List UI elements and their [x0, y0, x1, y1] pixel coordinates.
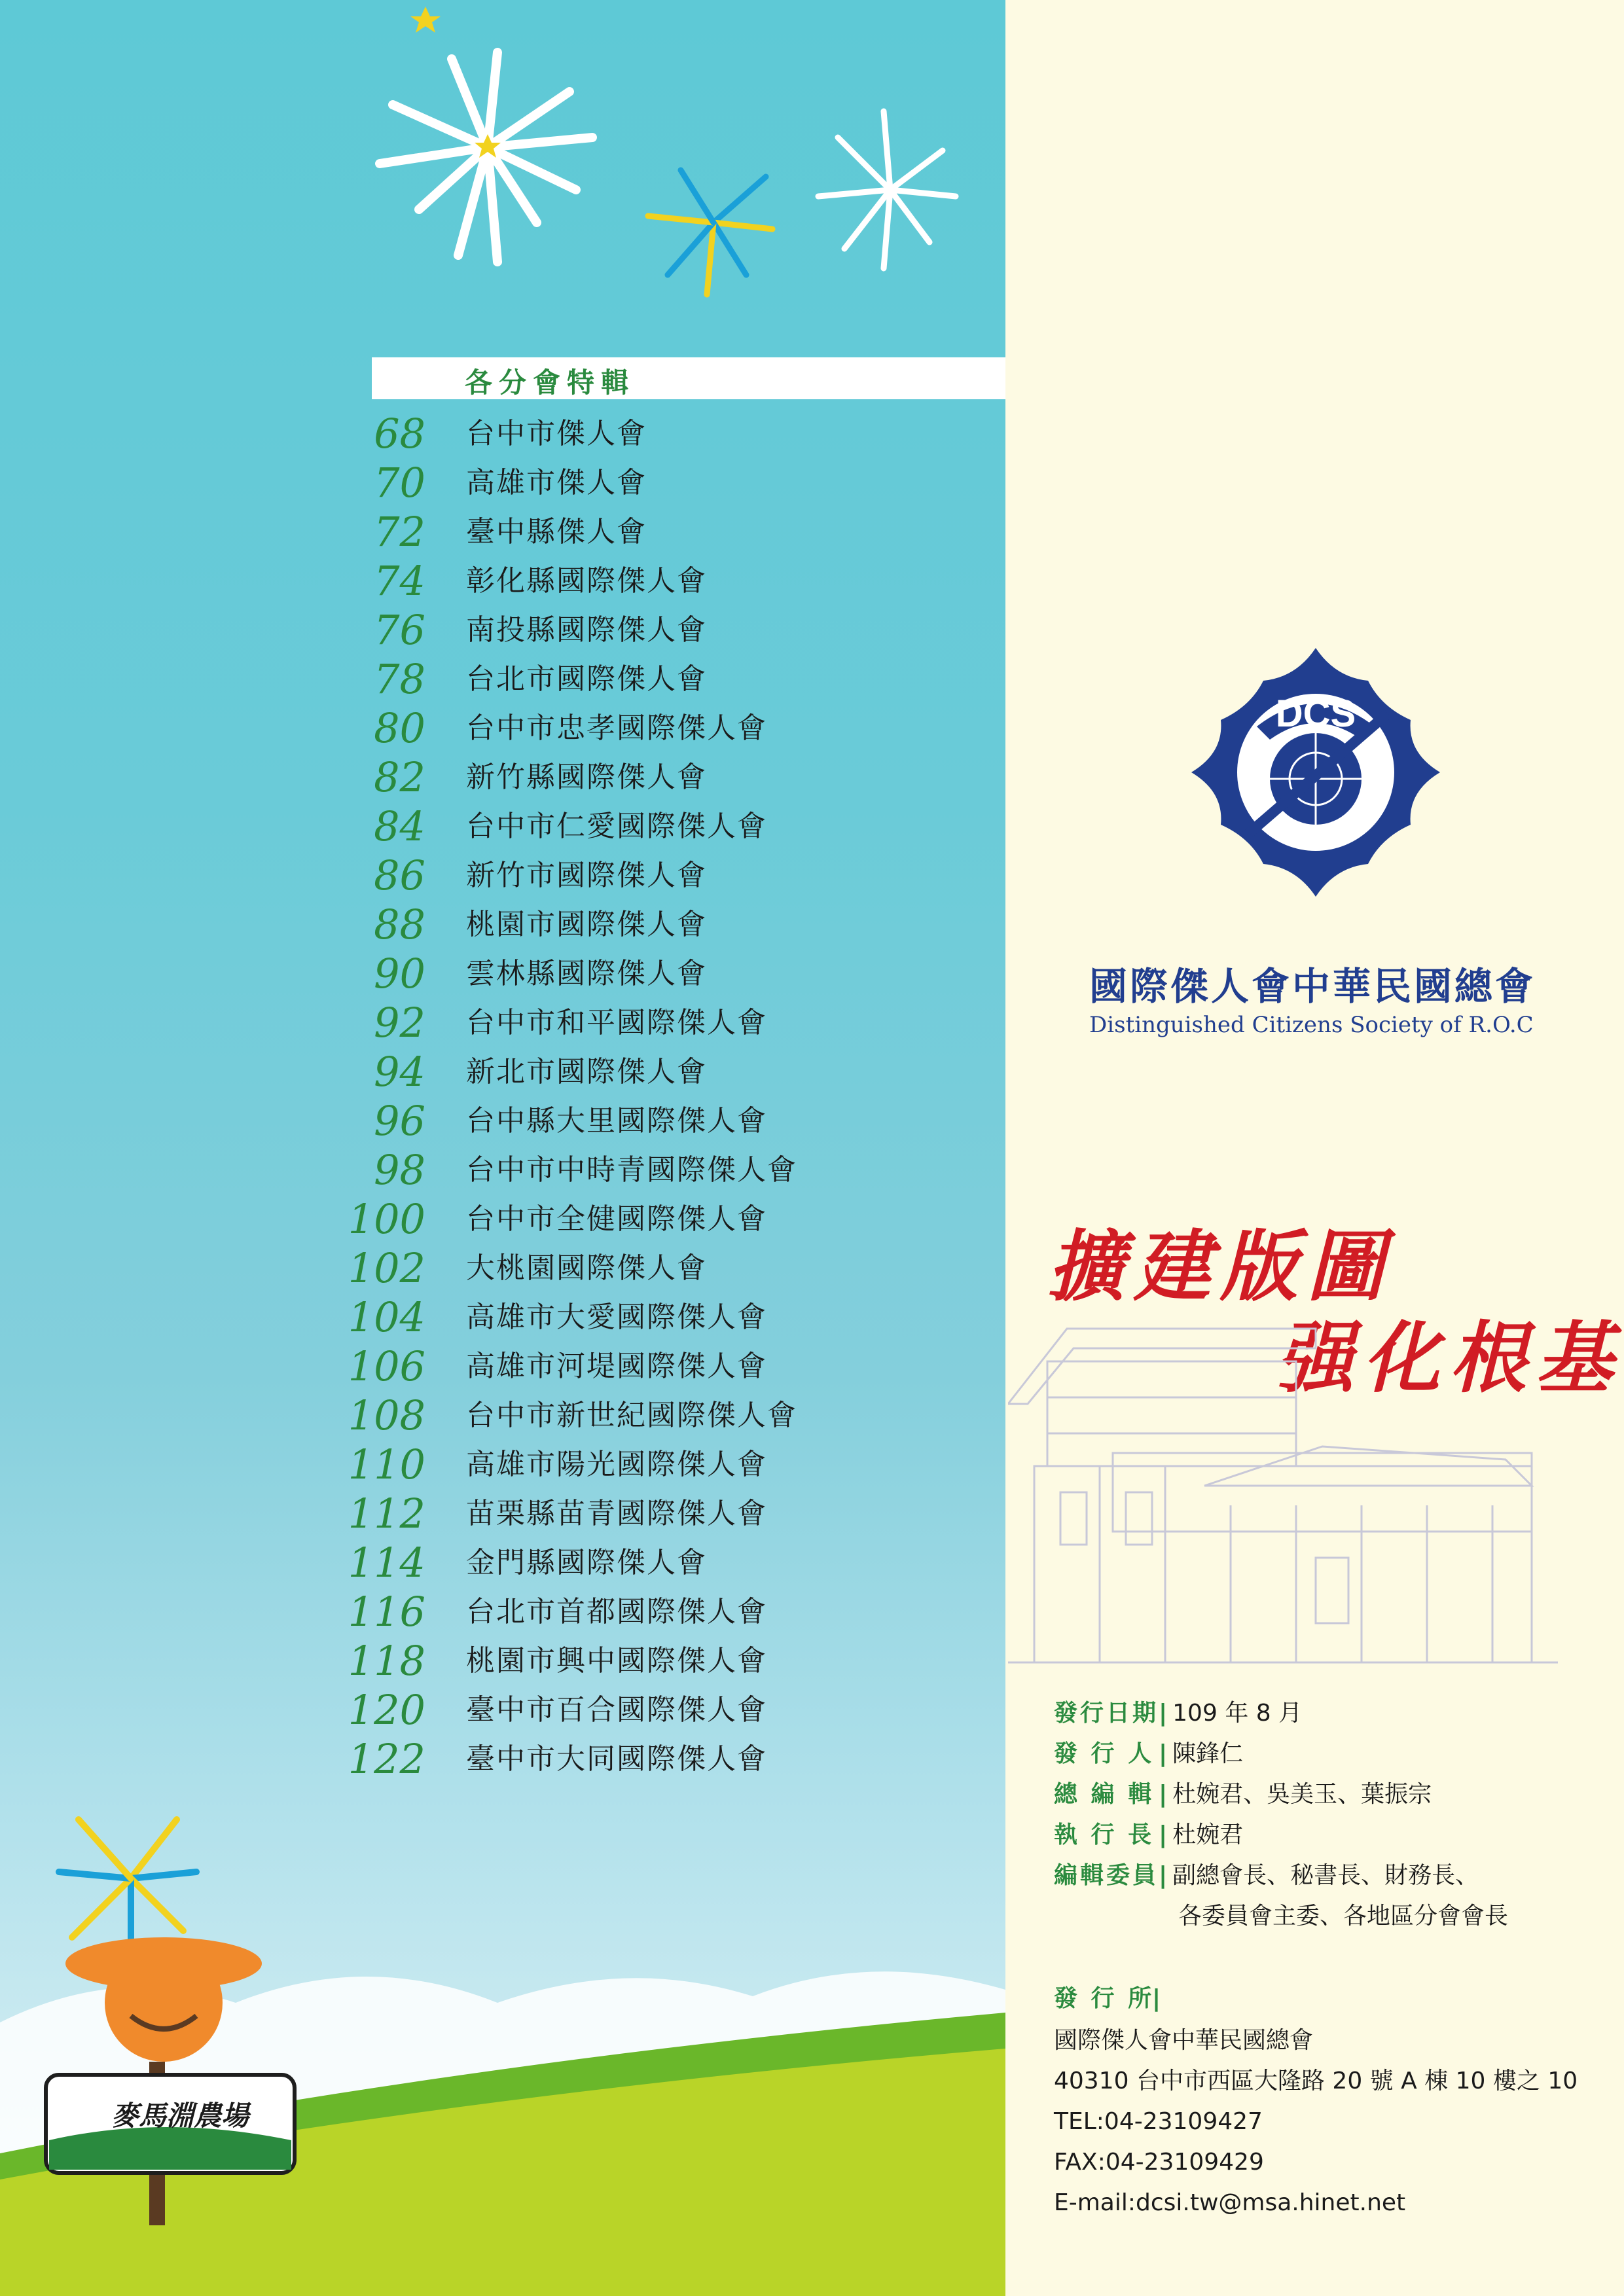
colophon-value: 副總會長、秘書長、財務長、: [1172, 1862, 1479, 1889]
colophon-row: [1054, 1694, 1302, 1733]
toc-entry-name: 台北市國際傑人會: [466, 662, 707, 696]
toc-row[interactable]: [327, 409, 982, 458]
right-panel: [1005, 0, 1624, 2296]
toc-page-number: 118: [348, 1637, 425, 1685]
section-header: [372, 357, 1005, 399]
toc-row[interactable]: [327, 1391, 982, 1440]
toc-row[interactable]: [327, 1244, 982, 1293]
org-name-zh: 國際傑人會中華民國總會: [1089, 964, 1536, 1009]
scarecrow-sign-text: 麥馬淵農場: [111, 2100, 249, 2132]
colophon-row: [1054, 1816, 1243, 1855]
toc-row[interactable]: [327, 458, 982, 507]
toc-page-number: 120: [348, 1686, 425, 1734]
toc-page-number: 84: [374, 802, 425, 850]
toc-entry-name: 苗栗縣苗青國際傑人會: [466, 1497, 767, 1530]
firework-large: [380, 52, 592, 262]
toc-page-number: 82: [374, 753, 425, 801]
divider: |: [1159, 1821, 1168, 1848]
colophon-value: 杜婉君、吳美玉、葉振宗: [1172, 1781, 1432, 1808]
publisher-header: [1054, 1979, 1166, 2018]
star-icon: [410, 7, 441, 33]
publisher-tel: TEL:04-23109427: [1054, 2108, 1263, 2135]
toc-entry-name: 桃園市興中國際傑人會: [466, 1644, 767, 1677]
toc-row[interactable]: [327, 851, 982, 900]
toc-entry-name: 臺中市大同國際傑人會: [466, 1742, 767, 1776]
logo-text: DCS: [1275, 692, 1356, 735]
toc-page-number: 90: [374, 950, 425, 997]
toc-row[interactable]: [327, 900, 982, 949]
toc-entry-name: 台北市首都國際傑人會: [466, 1595, 767, 1628]
scarecrow-sign: [98, 2081, 295, 2179]
toc-row[interactable]: [327, 1096, 982, 1145]
toc-page-number: 92: [374, 999, 425, 1047]
toc-row[interactable]: [327, 1145, 982, 1194]
divider: |: [1159, 1781, 1168, 1808]
colophon-label: 發 行 人: [1054, 1740, 1155, 1767]
slogan-line-1: 擴建版圖: [1047, 1221, 1394, 1312]
toc-row[interactable]: [327, 1342, 982, 1391]
toc-page-number: 112: [348, 1490, 425, 1537]
toc-page-number: 86: [374, 852, 425, 899]
toc-page-number: 108: [348, 1391, 425, 1439]
toc-entry-name: 桃園市國際傑人會: [466, 908, 707, 941]
toc-row[interactable]: [327, 507, 982, 556]
toc-entry-name: 新竹縣國際傑人會: [466, 761, 707, 794]
firework-colored: [648, 170, 772, 295]
toc-entry-name: 台中市和平國際傑人會: [466, 1006, 767, 1039]
toc-page-number: 80: [374, 704, 425, 752]
toc-row[interactable]: [327, 753, 982, 802]
toc-page-number: 70: [374, 459, 425, 507]
toc-row[interactable]: [327, 1685, 982, 1734]
toc-page-number: 96: [374, 1097, 425, 1145]
toc-entry-name: 彰化縣國際傑人會: [466, 564, 707, 598]
toc-page-number: 104: [348, 1293, 425, 1341]
publisher-address: 40310 台中市西區大隆路 20 號 A 棟 10 樓之 10: [1054, 2068, 1578, 2094]
toc-entry-name: 大桃園國際傑人會: [466, 1251, 707, 1285]
dcs-logo: [1185, 641, 1447, 903]
toc-entry-name: 南投縣國際傑人會: [466, 613, 707, 647]
colophon-value: 陳鋒仁: [1172, 1740, 1244, 1767]
toc-entry-name: 高雄市河堤國際傑人會: [466, 1350, 767, 1383]
toc-row[interactable]: [327, 1538, 982, 1587]
toc-row[interactable]: [327, 704, 982, 753]
divider: |: [1159, 1740, 1168, 1767]
firework-bottom: [59, 1820, 196, 1957]
publisher-name: 國際傑人會中華民國總會: [1054, 2027, 1314, 2054]
toc-entry-name: 台中市全健國際傑人會: [466, 1202, 767, 1236]
toc-row[interactable]: [327, 802, 982, 851]
toc-entry-name: 新北市國際傑人會: [466, 1055, 707, 1088]
toc-entry-name: 臺中縣傑人會: [466, 515, 647, 548]
colophon-label: 編輯委員: [1054, 1862, 1159, 1889]
toc-entry-name: 台中市傑人會: [466, 417, 647, 450]
toc-row[interactable]: [327, 556, 982, 605]
toc-page-number: 76: [374, 606, 425, 654]
colophon-row: [1054, 1775, 1432, 1814]
colophon-row: [1178, 1897, 1508, 1936]
publisher-fax: FAX:04-23109429: [1054, 2149, 1264, 2176]
publisher-label: 發 行 所: [1054, 1985, 1155, 2012]
toc-entry-name: 台中市新世紀國際傑人會: [466, 1399, 797, 1432]
colophon-label: 執 行 長: [1054, 1821, 1155, 1848]
toc-page-number: 74: [374, 557, 425, 605]
toc-page-number: 68: [374, 410, 425, 457]
toc-page-number: 100: [348, 1195, 425, 1243]
toc-row[interactable]: [327, 1587, 982, 1636]
building-illustration: [1008, 1309, 1558, 1676]
toc-entry-name: 高雄市陽光國際傑人會: [466, 1448, 767, 1481]
publisher-email[interactable]: E-mail:dcsi.tw@msa.hinet.net: [1054, 2189, 1406, 2216]
toc-page-number: 114: [348, 1539, 425, 1587]
toc-row[interactable]: [327, 1047, 982, 1096]
colophon-value: 109 年 8 月: [1172, 1700, 1303, 1727]
divider: |: [1152, 1985, 1161, 2012]
toc-entry-name: 高雄市大愛國際傑人會: [466, 1300, 767, 1334]
toc-entry-name: 臺中市百合國際傑人會: [466, 1693, 767, 1727]
colophon-label: 總 編 輯: [1054, 1781, 1155, 1808]
toc-row[interactable]: [327, 655, 982, 704]
toc-page-number: 88: [374, 901, 425, 948]
toc-entry-name: 金門縣國際傑人會: [466, 1546, 707, 1579]
toc-page-number: 98: [374, 1146, 425, 1194]
colophon-value: 杜婉君: [1172, 1821, 1244, 1848]
toc-row[interactable]: [327, 1293, 982, 1342]
colophon-value: 各委員會主委、各地區分會會長: [1178, 1903, 1509, 1929]
colophon-row: [1054, 1856, 1479, 1895]
section-title: 各分會特輯: [465, 367, 636, 399]
toc-page-number: 72: [374, 508, 425, 556]
divider: |: [1159, 1862, 1168, 1889]
toc-entry-name: 新竹市國際傑人會: [466, 859, 707, 892]
toc-row[interactable]: [327, 1489, 982, 1538]
divider: |: [1159, 1700, 1168, 1727]
toc-row[interactable]: [327, 1440, 982, 1489]
colophon-row: [1054, 1734, 1243, 1774]
toc-row[interactable]: [327, 949, 982, 998]
toc-page-number: 122: [348, 1735, 425, 1783]
toc-entry-name: 台中縣大里國際傑人會: [466, 1104, 767, 1138]
toc-row[interactable]: [327, 605, 982, 655]
toc-row[interactable]: [327, 1636, 982, 1685]
firework-small-a: [818, 111, 956, 268]
toc-entry-name: 台中市仁愛國際傑人會: [466, 810, 767, 843]
toc-entry-name: 台中市忠孝國際傑人會: [466, 711, 767, 745]
colophon-label: 發行日期: [1054, 1700, 1159, 1727]
toc-page-number: 106: [348, 1342, 425, 1390]
slogan-line-2: 强化根基: [1276, 1312, 1623, 1403]
toc-row[interactable]: [327, 1194, 982, 1244]
toc-row[interactable]: [327, 1734, 982, 1784]
toc-entry-name: 台中市中時青國際傑人會: [466, 1153, 797, 1187]
org-name-en: Distinguished Citizens Society of R.O.C: [1089, 1012, 1534, 1038]
toc-entry-name: 雲林縣國際傑人會: [466, 957, 707, 990]
toc-page-number: 102: [348, 1244, 425, 1292]
toc-page-number: 94: [374, 1048, 425, 1096]
toc-page-number: 78: [374, 655, 425, 703]
toc-page-number: 116: [348, 1588, 425, 1636]
toc-entry-name: 高雄市傑人會: [466, 466, 647, 499]
toc-page-number: 110: [348, 1441, 425, 1488]
toc-row[interactable]: [327, 998, 982, 1047]
